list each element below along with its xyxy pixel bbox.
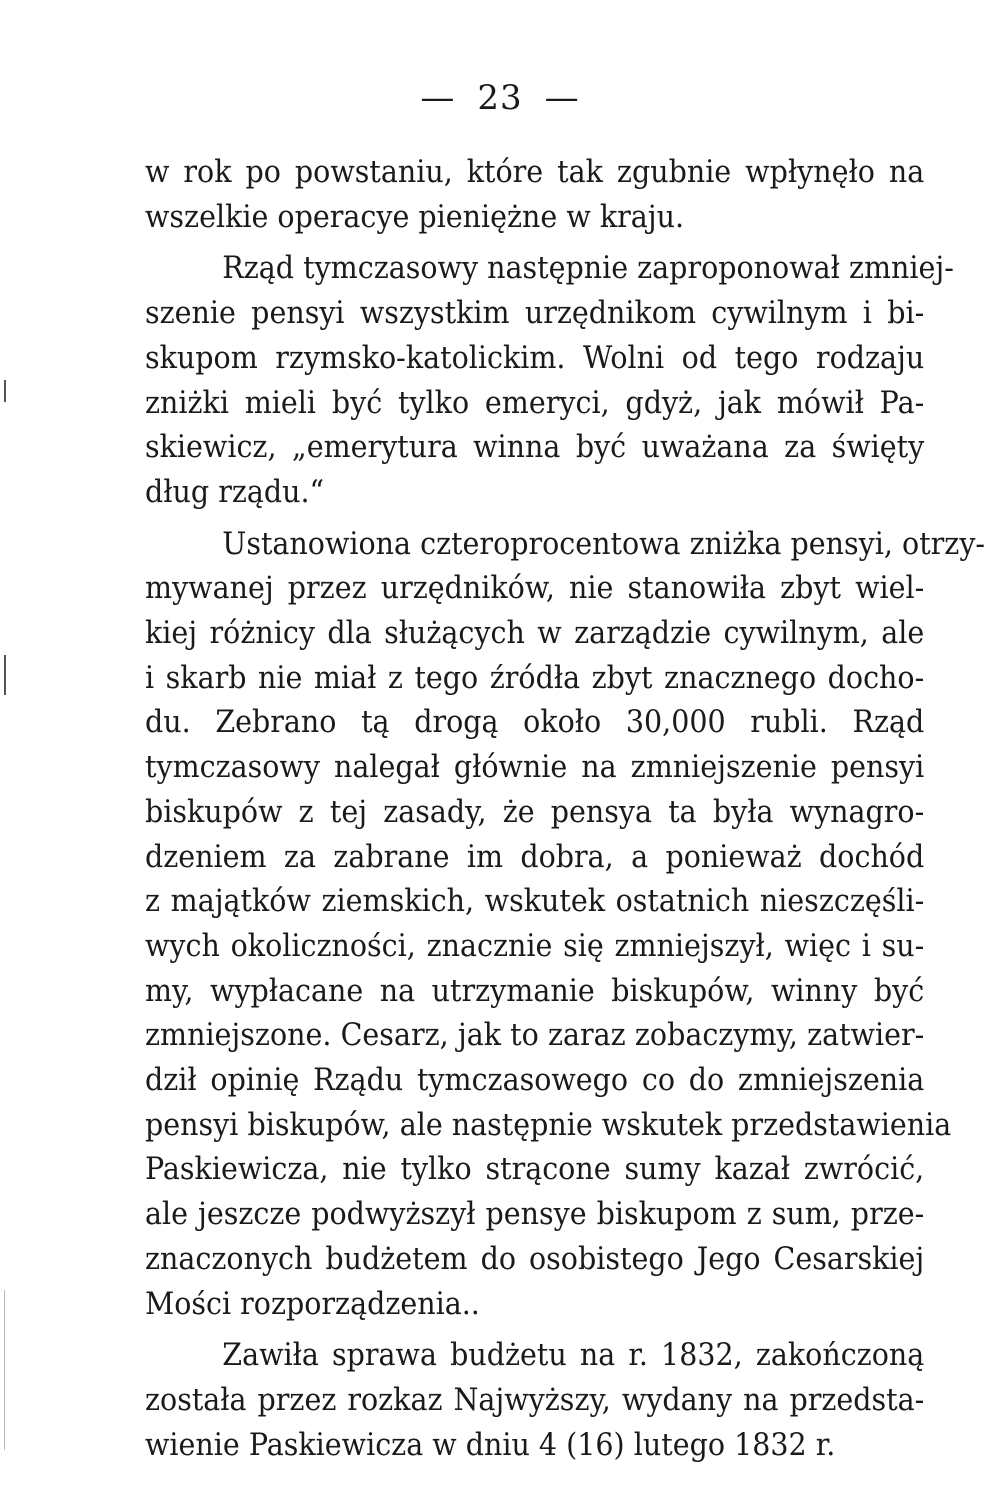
- page-edge-mark: [4, 380, 6, 402]
- paragraph: [145, 246, 954, 514]
- page-edge-mark: [4, 655, 6, 695]
- text-line: Mości rozporządzenia..: [145, 1285, 480, 1322]
- text-line: mywanej przez urzędników, nie stanowiła zbyt wiel-: [145, 570, 925, 607]
- text-line: została przez rozkaz Najwyższy, wydany na przedsta-: [145, 1381, 925, 1418]
- text-line: pensyi biskupów, ale następnie wskutek przedstawienia: [145, 1106, 952, 1143]
- paragraph: [145, 522, 986, 1327]
- page-number: 23: [477, 78, 523, 118]
- text-line: du. Zebrano tą drogą około 30,000 rubli. Rząd: [145, 704, 925, 741]
- text-line: z majątków ziemskich, wskutek ostatnich nieszczęśli-: [145, 883, 925, 920]
- text-line: dził opinię Rządu tymczasowego co do zmniejszenia: [145, 1062, 925, 1099]
- dash-right: —: [544, 78, 580, 118]
- dash-left: —: [420, 78, 456, 118]
- text-line: dzeniem za zabrane im dobra, a ponieważ dochód: [145, 838, 925, 875]
- text-line: szenie pensyi wszystkim urzędnikom cywilnym i bi-: [145, 295, 925, 332]
- text-line: wszelkie operacye pieniężne w kraju.: [145, 198, 685, 235]
- text-line: Paskiewicza, nie tylko strącone sumy kazał zwrócić,: [145, 1151, 925, 1188]
- page-edge-mark: [4, 1290, 5, 1450]
- body-text: [145, 150, 986, 1467]
- text-line: zmniejszone. Cesarz, jak to zaraz zobaczymy, zatwier-: [145, 1017, 925, 1054]
- text-line: kiej różnicy dla służących w zarządzie cywilnym, ale: [145, 615, 925, 652]
- text-line: w rok po powstaniu, które tak zgubnie wpłynęło na: [145, 154, 925, 190]
- text-line: dług rządu.“: [145, 473, 325, 510]
- text-line: tymczasowy nalegał głównie na zmniejszenie pensyi: [145, 749, 925, 786]
- text-line: i skarb nie miał z tego źródła zbyt znacznego docho-: [145, 659, 925, 696]
- text-line: wych okoliczności, znacznie się zmniejszył, więc i su-: [145, 927, 925, 964]
- text-line: Zawiła sprawa budżetu na r. 1832, zakończoną: [222, 1337, 925, 1374]
- text-line: skupom rzymsko-katolickim. Wolni od tego rodzaju: [145, 339, 925, 376]
- text-line: Rząd tymczasowy następnie zaproponował zmniej-: [222, 250, 954, 287]
- paragraph: [145, 150, 925, 239]
- text-line: my, wypłacane na utrzymanie biskupów, winny być: [145, 972, 925, 1009]
- page-number-header: [0, 78, 1000, 118]
- text-line: Ustanowiona czteroprocentowa zniżka pensyi, otrzy-: [222, 525, 986, 562]
- text-line: wienie Paskiewicza w dniu 4 (16) lutego 1832 r.: [145, 1426, 836, 1463]
- text-line: zniżki mieli być tylko emeryci, gdyż, jak mówił Pa-: [145, 384, 925, 421]
- text-line: ale jeszcze podwyższył pensye biskupom z sum, prze-: [145, 1196, 925, 1233]
- paragraph: [145, 1333, 925, 1467]
- text-line: skiewicz, „emerytura winna być uważana za święty: [145, 429, 925, 466]
- text-line: znaczonych budżetem do osobistego Jego Cesarskiej: [145, 1240, 925, 1277]
- text-line: biskupów z tej zasady, że pensya ta była wynagro-: [145, 793, 925, 830]
